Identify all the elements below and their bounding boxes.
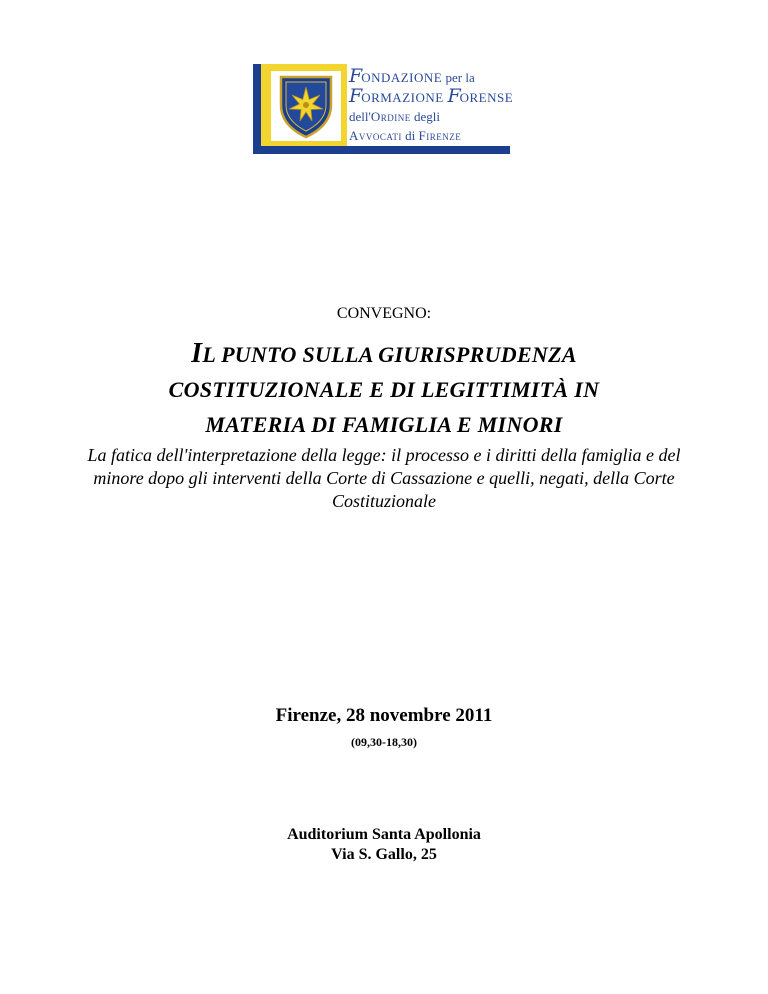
logo-wordmark: FONDAZIONE per la FORMAZIONE FORENSE dell'Ordine degli Avvocati di Firenze [349, 65, 514, 143]
subtitle: La fatica dell'interpretazione della legge: il processo e i diritti della famiglia e del minore dopo gli interventi della Corte di Cassazione e quelli, negati, della Corte Costituzionale [87, 445, 681, 511]
convegno-label: CONVEGNO: [336, 305, 432, 322]
title-line-1: IL PUNTO SULLA GIURISPRUDENZA [191, 338, 577, 369]
logo-blue-bar-left [253, 64, 261, 154]
event-time: (09,30-18,30) [351, 735, 417, 749]
foundation-logo [253, 64, 514, 154]
title-line-3: MATERIA DI FAMIGLIA E MINORI [205, 412, 563, 437]
shield-star-icon [271, 71, 341, 141]
venue-name: Auditorium Santa Apollonia [287, 826, 481, 843]
event-date: Firenze, 28 novembre 2011 [275, 705, 493, 726]
logo-blue-bar-bottom [253, 146, 510, 154]
page-title [0, 336, 768, 442]
venue [0, 825, 768, 865]
venue-address: Via S. Gallo, 25 [331, 846, 437, 863]
title-line-2: COSTITUZIONALE E DI LEGITTIMITÀ IN [168, 377, 600, 402]
